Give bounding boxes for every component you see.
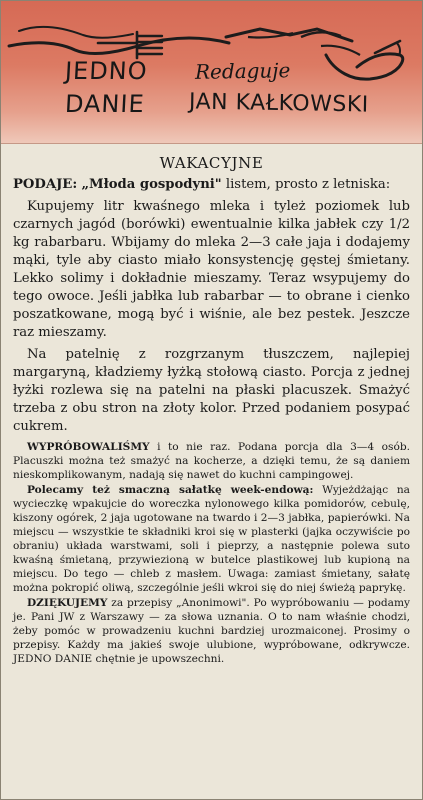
lead-source: „Młoda gospodyni" [81,177,222,192]
header-title-bottom: DANIE [64,90,146,118]
note-salad-text: Wyjeżdżając na wycieczkę wpakujcie do woreczka nylonowego kilka pomidorów, cebulę, kiszony ogórek, 2 jaja ugotowane na twardo i 2—3 jabłka, papierówki. Na miejscu — wszystkie te składniki kroi się w plasterki (jajka oczywiście po obraniu) układa warstwami, soli i pieprzy, a następnie polewa suto kwaśną śmietaną, przywiezioną w butelce plastikowej lub kupioną na miejscu. Do tego — chleb z masłem. Uwaga: zamiast śmietany, sałatę można pokropić oliwą, szczególnie jeśli wkroi się do niej świeżą paprykę. [13,484,410,594]
lead-suffix: listem, prosto z letniska: [225,177,391,192]
header-title-top: JEDNO [64,57,149,85]
recipe-paragraph-1: Kupujemy litr kwaśnego mleka i tyleż poziomek lub czarnych jagód (borówki) ewentualnie kilka jabłek czy 1/2 kg rabarbaru. Wbijamy do mleka 2—3 całe jaja i dodajemy mąki, tyle aby ciasto miało konsystencję gęstej śmietany. Lekko solimy i dokładnie mieszamy. Teraz wsypujemy do tego owoce. Jeśli jabłka lub rabarbar — to obrane i cienko poszatkowane, mogą być i wiśnie, ale bez pestek. Jeszcze raz mieszamy. [13,199,410,340]
article-title: WAKACYJNE [159,154,264,172]
knife-blade-icon [248,33,293,38]
note-tested-text: i to nie raz. Podana porcja dla 3—4 osób. Placuszki można też smażyć na kocherze, a dzięki temu, że są daniem nieskomplikowanym, nadają się nawet do kuchni campingowej. [13,441,410,481]
note-thanks-text: za przepisy „Anonimowi". Po wypróbowaniu — podamy je. Pani JW z Warszawy — za słowa uznania. O to nam właśnie chodzi, żeby pomóc w prowadzeniu kuchni bardziej urozmaiconej. Prosimy o przepisy. Każdy ma jakieś swoje ulubione, wypróbowane, odkrywcze. JEDNO DANIE chętnie je upowszechni. [13,597,410,665]
lead-prefix: PODAJE: [13,177,78,192]
hand-icon [326,54,403,79]
note-tested [13,440,410,482]
note-salad [13,483,410,595]
note-thanks-prefix: DZIĘKUJEMY [27,597,108,609]
upper-swash-line [19,27,133,38]
editor-name: JAN KAŁKOWSKI [188,89,369,118]
article-lead [13,176,410,194]
left-swash-line [9,38,229,54]
note-salad-prefix: Polecamy też smaczną sałatkę week-endową: [27,484,314,496]
column-header [1,1,422,144]
editor-label: Redaguje [194,58,291,84]
note-thanks [13,596,410,666]
note-tested-prefix: WYPRÓBOWALIŚMY [27,441,150,453]
article-body [1,144,422,666]
recipe-paragraph-2: Na patelnię z rozgrzanym tłuszczem, najlepiej margaryną, kładziemy łyżką stołową ciasto. Porcja z jednej łyżki rozlewa się na patelni na płaski placuszek. Smażyć trzeba z obu stron na złoty kolor. Przed podaniem posypać cukrem. [13,347,410,434]
hand-wrist-line [321,46,360,55]
